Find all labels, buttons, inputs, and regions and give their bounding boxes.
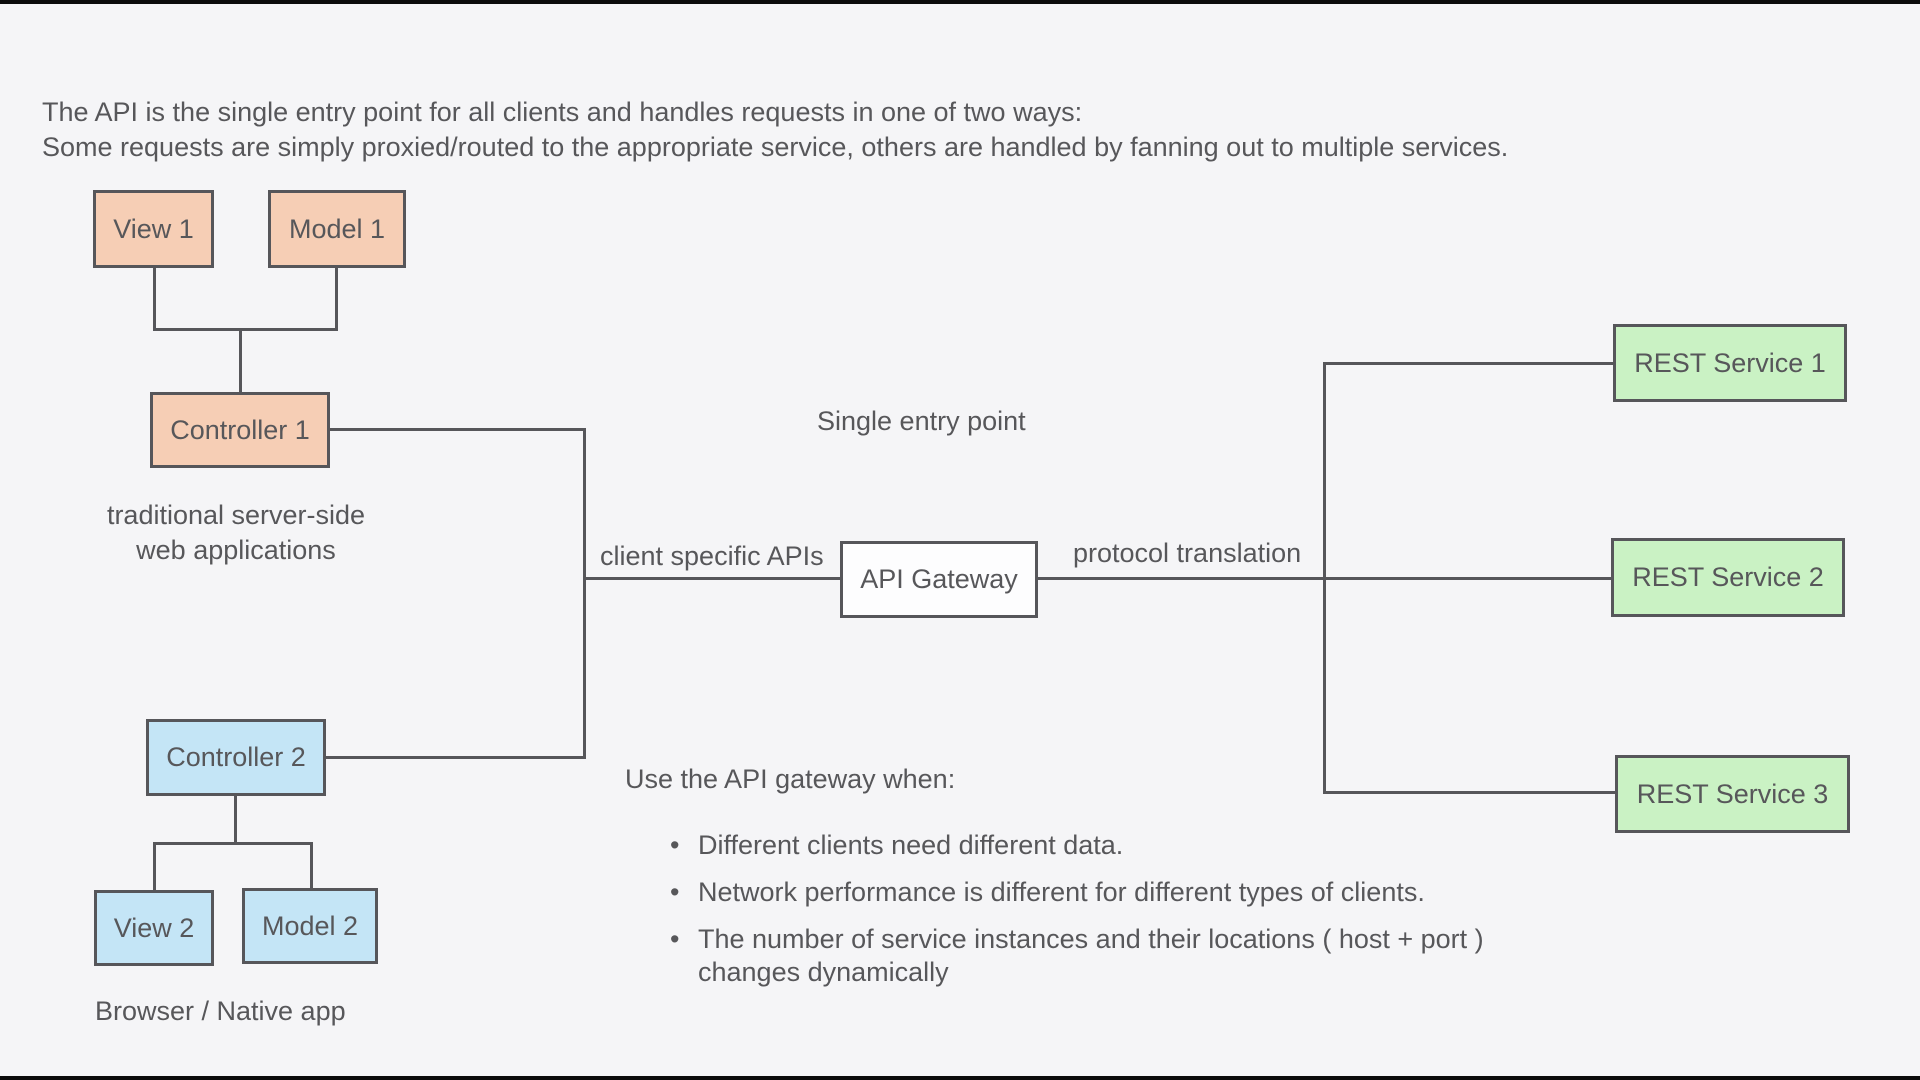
node-rest-service-1-label: REST Service 1 <box>1634 347 1826 378</box>
label-browser-native-app: Browser / Native app <box>95 996 346 1026</box>
node-rest-service-2 <box>1611 538 1845 617</box>
bullet-text-line2: changes dynamically <box>698 957 949 987</box>
connector-controller2-drop <box>234 794 237 845</box>
top-edge-strip <box>0 0 1920 4</box>
connector-model2-drop <box>310 842 313 890</box>
connector-controller2-right <box>326 756 586 759</box>
intro-paragraph <box>42 95 1508 165</box>
connector-left-trunk <box>583 428 586 759</box>
node-api-gateway <box>840 541 1038 618</box>
intro-line-1: The API is the single entry point for all clients and handles requests in one of two ways: <box>42 97 1083 127</box>
connector-gateway-left <box>583 577 842 580</box>
label-use-when-heading: Use the API gateway when: <box>625 764 956 794</box>
connector-view2-drop <box>153 842 156 892</box>
node-view2-label: View 2 <box>113 912 195 943</box>
node-controller2-label: Controller 2 <box>166 742 306 772</box>
node-rest-service-1 <box>1613 324 1847 402</box>
node-controller1-label: Controller 1 <box>170 414 310 445</box>
bullet-text-line1: • The number of service instances and their locations ( host + port ) <box>698 924 1484 954</box>
node-controller1 <box>150 392 330 468</box>
bullet-item-different-data <box>668 829 1484 862</box>
node-model1 <box>268 190 406 268</box>
connector-rest1-stub <box>1323 362 1615 365</box>
node-rest-service-2-label: REST Service 2 <box>1632 562 1824 592</box>
connector-controller1-right <box>330 428 586 431</box>
intro-line-2: Some requests are simply proxied/routed to the appropriate service, others are handled by fanning out to multiple services. <box>42 132 1509 162</box>
bullet-item-service-instances <box>668 923 1484 989</box>
connector-controller1-drop <box>239 328 242 394</box>
node-view1 <box>93 190 214 268</box>
node-view2 <box>94 890 214 966</box>
node-rest-service-3 <box>1615 755 1850 833</box>
node-model2-label: Model 2 <box>261 910 359 941</box>
bottom-edge-strip <box>0 1076 1920 1080</box>
bullet-text: • Different clients need different data. <box>698 830 1124 860</box>
bullet-text: • Network performance is different for different types of clients. <box>698 877 1425 907</box>
connector-view1-drop <box>153 268 156 330</box>
node-controller2 <box>146 719 326 796</box>
label-traditional-line2: web applications <box>136 535 336 565</box>
connector-right-trunk <box>1323 362 1326 794</box>
label-single-entry-point: Single entry point <box>817 406 1026 436</box>
label-protocol-translation: protocol translation <box>1073 538 1302 568</box>
label-traditional-server-side <box>96 498 376 568</box>
node-view1-label: View 1 <box>113 213 194 244</box>
connector-mvc2-bar <box>153 842 313 845</box>
node-model1-label: Model 1 <box>288 213 386 244</box>
node-model2 <box>242 888 378 964</box>
gateway-benefits-list <box>668 829 1484 1003</box>
connector-mvc1-bar <box>153 328 338 331</box>
node-rest-service-3-label: REST Service 3 <box>1636 778 1829 809</box>
connector-rest3-stub <box>1323 791 1617 794</box>
label-client-specific-apis: client specific APIs <box>600 541 824 571</box>
label-traditional-line1: traditional server-side <box>106 500 366 530</box>
connector-model1-drop <box>335 268 338 330</box>
bullet-item-network-performance <box>668 876 1484 909</box>
node-api-gateway-label: API Gateway <box>860 564 1018 594</box>
